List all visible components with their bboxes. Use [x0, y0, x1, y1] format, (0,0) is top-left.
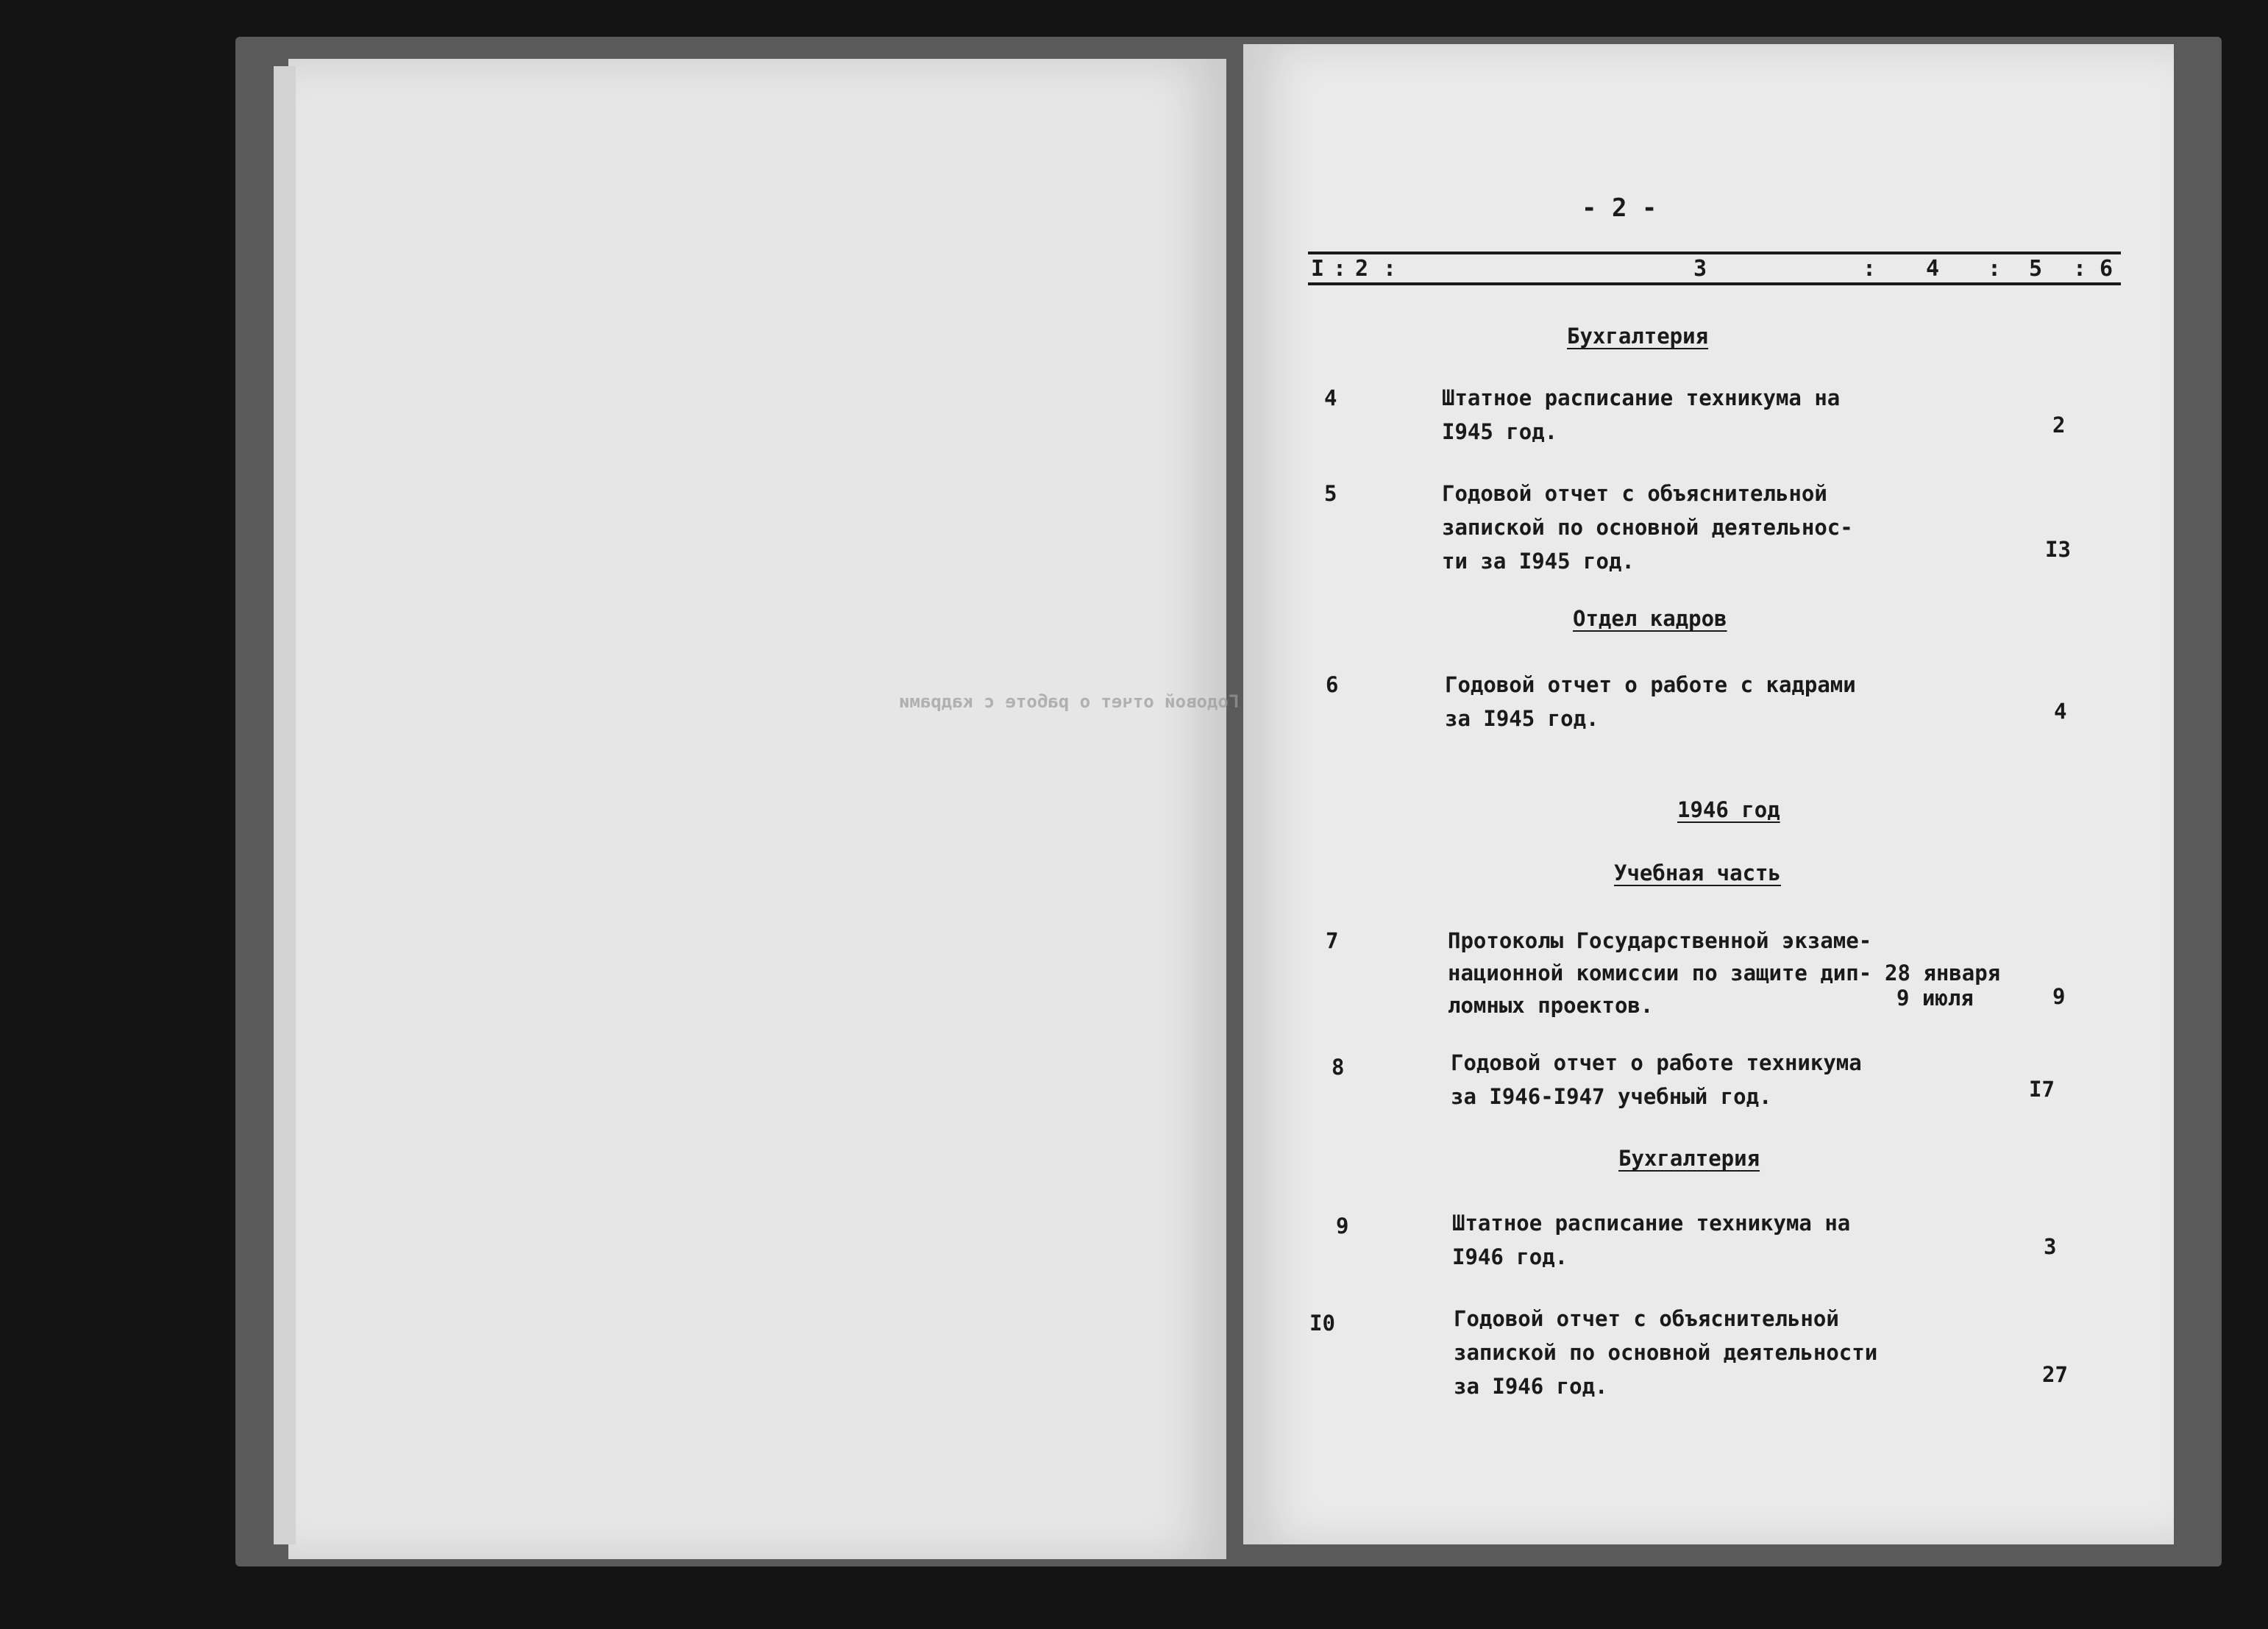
column-separator: :	[1988, 256, 2002, 282]
header-rule-bottom	[1308, 282, 2121, 285]
column-header-6: 6	[2100, 256, 2114, 282]
section-title: Бухгалтерия	[1567, 324, 1709, 349]
entry-sheets: 9	[2052, 984, 2066, 1009]
entry-number: 7	[1326, 928, 1339, 953]
left-page	[288, 59, 1240, 1559]
entry-number: I0	[1309, 1311, 1335, 1336]
entry-sheets: 3	[2044, 1234, 2057, 1259]
column-header-3: 3	[1693, 256, 1707, 282]
section-title: 1946 год	[1677, 797, 1780, 822]
entry-date: 28 января	[1885, 960, 2001, 985]
entry-number: 9	[1336, 1213, 1349, 1238]
entry-number: 8	[1332, 1055, 1345, 1080]
entry-title-line: Годовой отчет о работе с кадрами	[1445, 672, 1856, 697]
section-title: Бухгалтерия	[1618, 1146, 1760, 1171]
bleed-through-text: Годовой отчет о работе с кадрами	[899, 691, 1240, 712]
entry-title-line: Годовой отчет с объяснительной	[1442, 481, 1827, 506]
entry-title-line: за I946-I947 учебный год.	[1451, 1084, 1772, 1109]
column-separator: :	[1863, 256, 1877, 282]
entry-title-line: Годовой отчет о работе техникума	[1451, 1050, 1862, 1075]
entry-title-line: за I945 год.	[1445, 706, 1599, 731]
column-separator: :	[1333, 256, 1347, 282]
entry-number: 4	[1324, 385, 1337, 410]
page-number: - 2 -	[1582, 193, 1657, 223]
entry-title-line: за I946 год.	[1454, 1374, 1608, 1399]
entry-title-line: Протоколы Государственной экзаме-	[1448, 928, 1872, 953]
section-title: Отдел кадров	[1573, 606, 1727, 631]
entry-sheets: 27	[2042, 1362, 2068, 1387]
column-header-2: 2	[1355, 256, 1369, 282]
entry-sheets: I7	[2029, 1077, 2055, 1102]
entry-title-line: национной комиссии по защите дип-	[1448, 960, 1872, 985]
section-title: Учебная часть	[1614, 860, 1781, 885]
entry-title-line: ломных проектов.	[1448, 993, 1654, 1018]
header-rule-top	[1308, 252, 2121, 254]
entry-sheets: 2	[2052, 413, 2066, 438]
column-header-1: I	[1311, 256, 1325, 282]
page-stack-edge	[274, 66, 296, 1544]
entry-title-line: Штатное расписание техникума на	[1442, 385, 1841, 410]
entry-title-line: Годовой отчет с объяснительной	[1454, 1306, 1839, 1331]
column-header-5: 5	[2029, 256, 2043, 282]
entry-number: 5	[1324, 481, 1337, 506]
column-separator: :	[2073, 256, 2087, 282]
column-header-4: 4	[1926, 256, 1940, 282]
entry-title-line: запиской по основной деятельности	[1454, 1340, 1878, 1365]
entry-title-line: ти за I945 год.	[1442, 549, 1635, 574]
entry-title-line: I946 год.	[1452, 1244, 1568, 1269]
entry-sheets: I3	[2045, 537, 2071, 562]
column-separator: :	[1383, 256, 1397, 282]
entry-date: 9 июля	[1896, 985, 1974, 1010]
entry-number: 6	[1326, 672, 1339, 697]
entry-sheets: 4	[2054, 699, 2067, 724]
entry-title-line: запиской по основной деятельнос-	[1442, 515, 1853, 540]
entry-title-line: Штатное расписание техникума на	[1452, 1211, 1851, 1236]
right-page	[1243, 44, 2174, 1544]
entry-title-line: I945 год.	[1442, 419, 1558, 444]
